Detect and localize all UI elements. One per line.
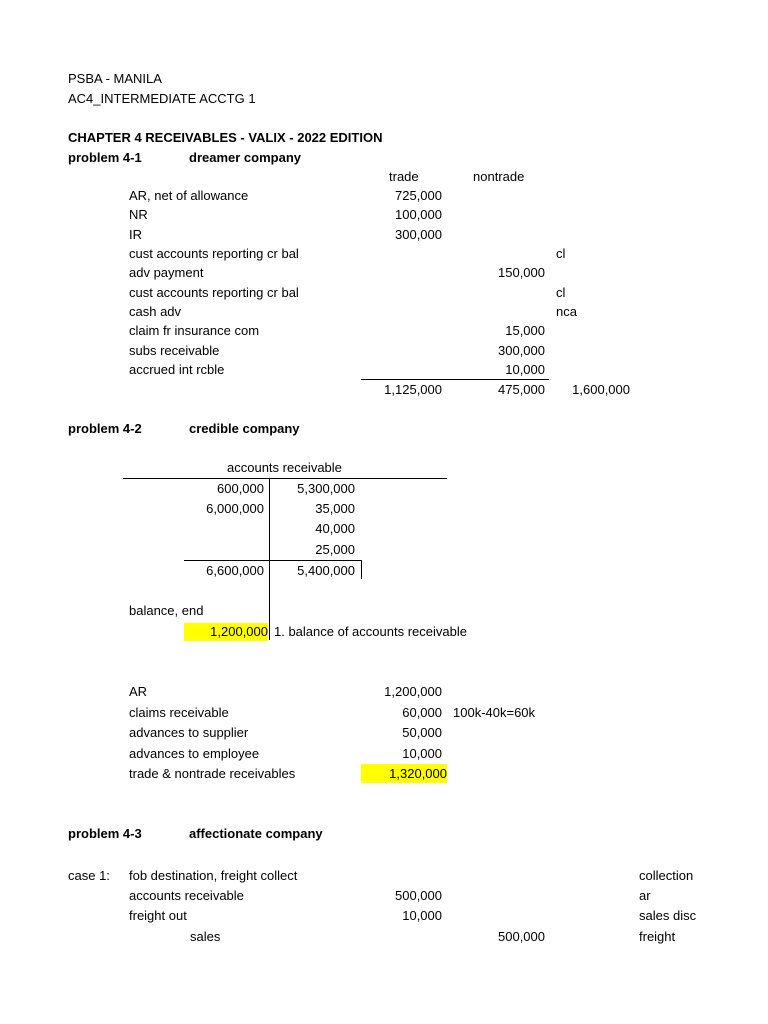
p1-row-item: subs receivable: [129, 343, 220, 358]
right-col-text: ar: [639, 888, 651, 903]
chapter-title: CHAPTER 4 RECEIVABLES - VALIX - 2022 EDITION: [68, 130, 383, 145]
t-debit-total: 6,600,000: [206, 563, 264, 578]
p1-row-item: IR: [129, 227, 142, 242]
right-col-text: sales disc: [639, 908, 697, 923]
t-debit-entry: 6,000,000: [206, 501, 264, 516]
p2-row-note: 100k-40k=60k: [453, 705, 536, 720]
t-credit-entry: 35,000: [315, 501, 355, 516]
p1-row-trade: 300,000: [395, 227, 442, 242]
t-credit-entry: 5,300,000: [297, 481, 355, 496]
p2-row-amount: 60,000: [402, 705, 442, 720]
total-rule: [361, 379, 549, 380]
p1-row-item: accrued int rcble: [129, 362, 225, 377]
p1-row-trade: 100,000: [395, 207, 442, 222]
right-col-text: collection: [639, 868, 694, 883]
p1-row-item: NR: [129, 207, 148, 222]
p1-row-item: cash adv: [129, 304, 182, 319]
case-description: fob destination, freight collect: [129, 868, 298, 883]
p1-total-nontrade: 475,000: [498, 382, 545, 397]
p1-row-note: cl: [556, 285, 566, 300]
p2-row-item: AR: [129, 684, 148, 699]
p2-row-item: advances to employee: [129, 746, 260, 761]
p1-row-note: nca: [556, 304, 577, 319]
problem-4-3-company: affectionate company: [189, 826, 323, 841]
col-header-nontrade: nontrade: [473, 169, 525, 184]
journal-credit: 500,000: [498, 929, 545, 944]
p1-row-item: cust accounts reporting cr bal: [129, 285, 299, 300]
course-title: AC4_INTERMEDIATE ACCTG 1: [68, 91, 256, 106]
problem-4-2-label: problem 4-2: [68, 421, 142, 436]
p1-row-item: adv payment: [129, 265, 204, 280]
journal-account: freight out: [129, 908, 187, 923]
p1-row-note: cl: [556, 246, 566, 261]
p2-row-amount: 50,000: [402, 725, 442, 740]
t-credit-total: 5,400,000: [297, 563, 355, 578]
p1-row-nontrade: 15,000: [505, 323, 545, 338]
p2-total-amount: 1,320,000: [361, 764, 447, 783]
t-credit-entry: 25,000: [315, 542, 355, 557]
school-name: PSBA - MANILA: [68, 71, 162, 86]
p2-row-item: advances to supplier: [129, 725, 249, 740]
problem-4-3-label: problem 4-3: [68, 826, 142, 841]
p1-grand-total: 1,600,000: [572, 382, 630, 397]
case-label: case 1:: [68, 868, 110, 883]
journal-account: accounts receivable: [129, 888, 244, 903]
balance-label: balance, end: [129, 603, 204, 618]
p2-row-amount: 10,000: [402, 746, 442, 761]
t-account-top-rule: [123, 478, 447, 479]
t-account-total-rule: [184, 560, 362, 561]
p1-row-item: AR, net of allowance: [129, 188, 249, 203]
p1-row-nontrade: 300,000: [498, 343, 545, 358]
journal-debit: 10,000: [402, 908, 442, 923]
p1-row-trade: 725,000: [395, 188, 442, 203]
problem-4-2-company: credible company: [189, 421, 300, 436]
problem-4-1-label: problem 4-1: [68, 150, 142, 165]
p2-row-item: claims receivable: [129, 705, 229, 720]
t-credit-entry: 40,000: [315, 521, 355, 536]
balance-note: 1. balance of accounts receivable: [274, 624, 467, 639]
p2-row-amount: 1,200,000: [384, 684, 442, 699]
p1-total-trade: 1,125,000: [384, 382, 442, 397]
p1-row-nontrade: 10,000: [505, 362, 545, 377]
journal-debit: 500,000: [395, 888, 442, 903]
t-account-total-side-rule: [361, 560, 362, 579]
problem-4-1-company: dreamer company: [189, 150, 301, 165]
right-col-text: freight: [639, 929, 676, 944]
p1-row-nontrade: 150,000: [498, 265, 545, 280]
col-header-trade: trade: [389, 169, 419, 184]
p2-row-item: trade & nontrade receivables: [129, 766, 296, 781]
t-debit-entry: 600,000: [217, 481, 264, 496]
journal-account: sales: [190, 929, 221, 944]
p1-row-item: claim fr insurance com: [129, 323, 260, 338]
t-account-title: accounts receivable: [227, 460, 342, 475]
p1-row-item: cust accounts reporting cr bal: [129, 246, 299, 261]
balance-value: 1,200,000: [184, 623, 268, 641]
